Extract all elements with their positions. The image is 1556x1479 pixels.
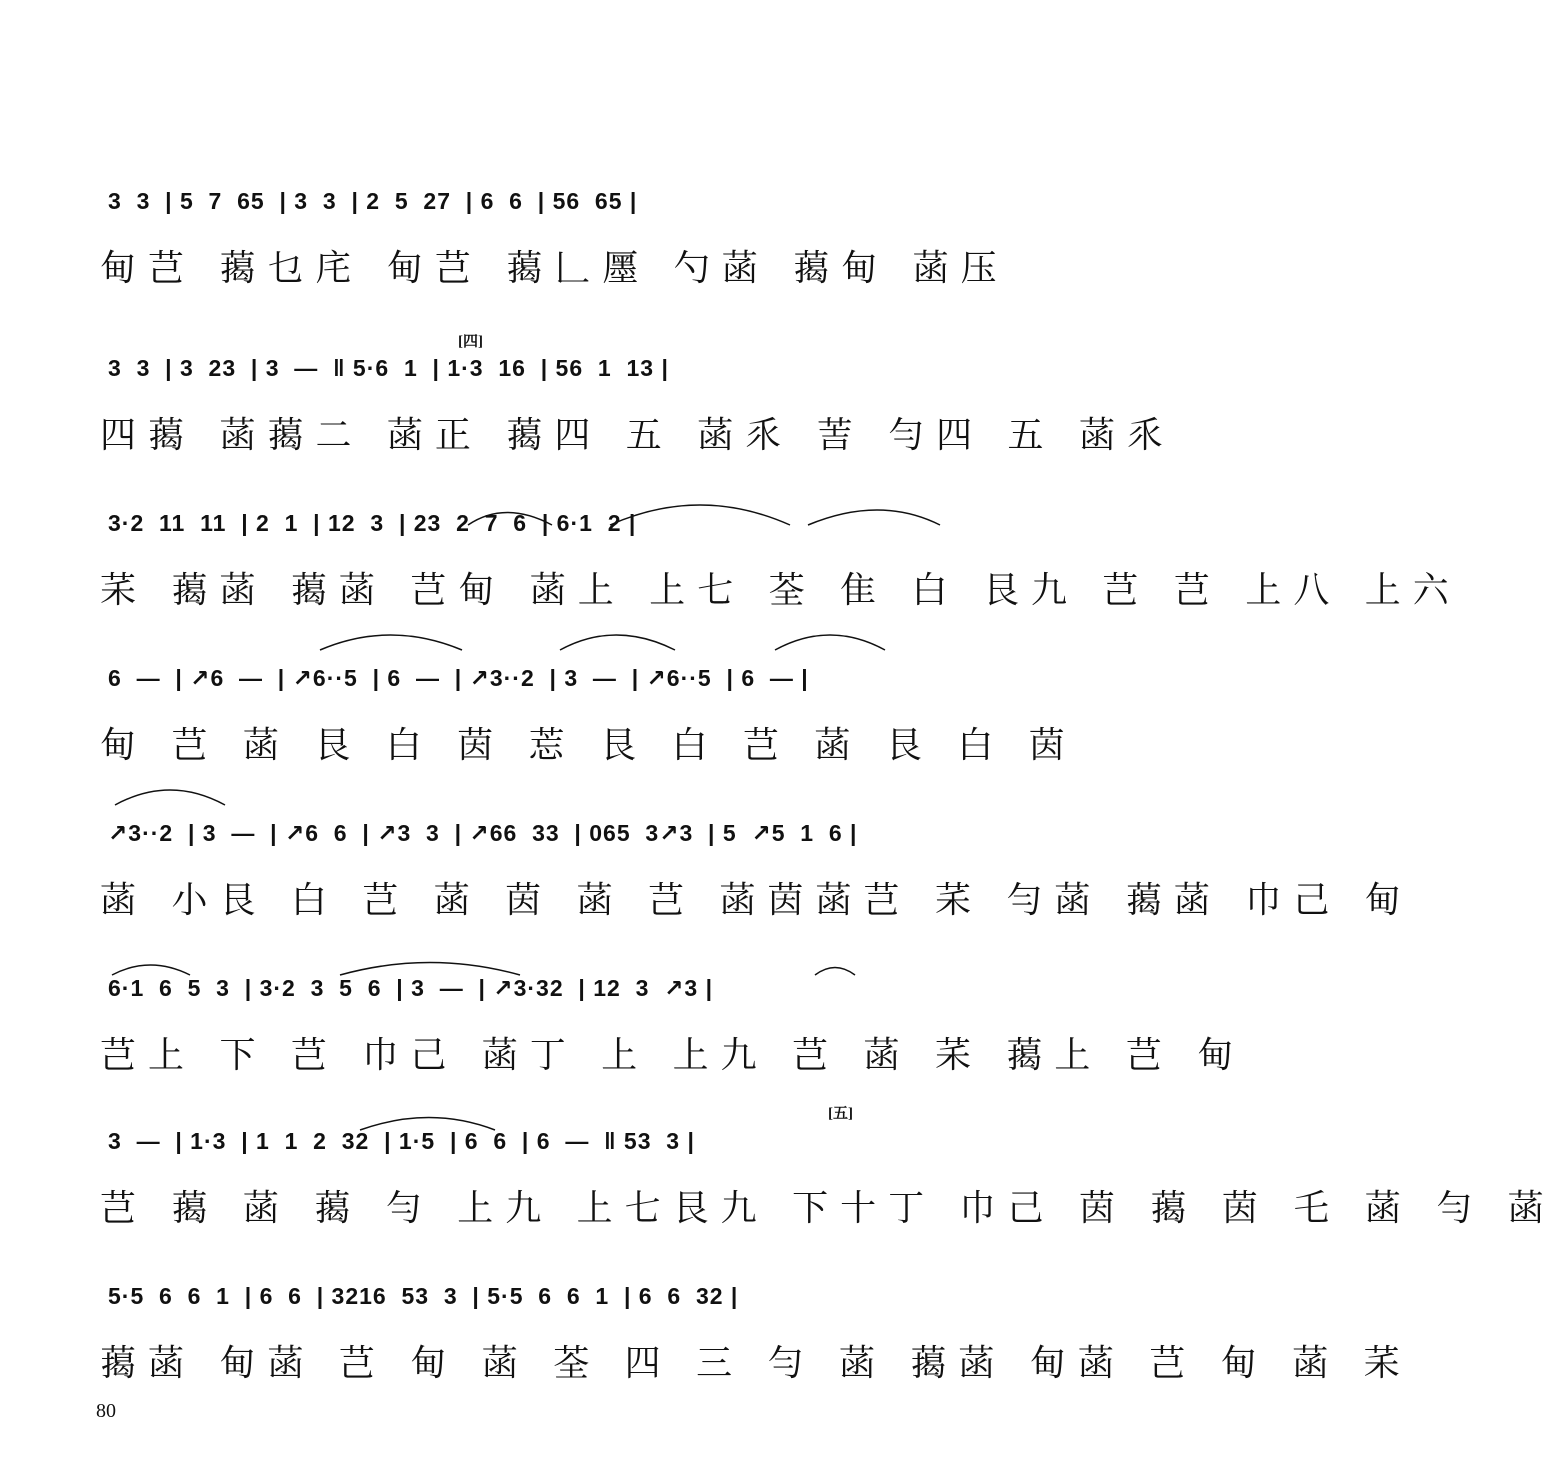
notation-line: 3 3 | 5 7 65 | 3 3 | 2 5 27 | 6 6 | 56 65 | [108,188,638,214]
score-system-5 [100,820,1413,930]
tablature-line: 四䔾 菡䔾二 菡正 䔾四 五 菡乑 䓀 勻四 五 菡乑 [100,415,1175,456]
notation-line: 6 — | ↗6 — | ↗6··5 | 6 — | ↗3··2 | 3 — | ↗6··5 | 6 — | [108,665,809,691]
section-mark-five: [五] [828,1106,853,1122]
score-system-8 [100,1283,1412,1393]
notation-line: 3 3 | 3 23 | 3 — ‖ 5·6 1 | 1·3 16 | 56 1 13 | [108,355,669,381]
score-system-6 [100,975,1246,1085]
tablature-line: 芑 䔾 菡 䔾 勻 上九 上七艮九 下十丁 巾己 茵 䔾 茵 乇 菡 勻 菡 [100,1188,1556,1229]
tablature-line: 甸 芑 菡 艮 白 茵 莣 艮 白 芑 菡 艮 白 茵 [100,725,1077,766]
notation-line: 6·1 6 5 3 | 3·2 3 5 6 | 3 — | ↗3·32 | 12 3 ↗3 | [108,975,714,1001]
notation-line: 3·2 11 11 | 2 1 | 12 3 | 23 2 7 6 | 6·1 2 | [108,510,637,536]
score-system-7 [100,1128,1556,1238]
slur-arc [560,635,675,650]
slur-arc [815,968,855,976]
score-system-2 [100,355,1175,465]
score-system-3 [100,510,1461,620]
notation-line: 3 — | 1·3 | 1 1 2 32 | 1·5 | 6 6 | 6 — ‖ 53 3 | [108,1128,695,1154]
slur-arc [775,635,885,650]
page-number: 80 [96,1400,116,1422]
slur-arc [115,790,225,805]
score-system-4 [100,665,1077,775]
tablature-line: 芑上 下 芑 巾己 菡丁 上 上九 芑 菡 䒩 䔾上 芑 甸 [100,1035,1246,1076]
notation-line: ↗3··2 | 3 — | ↗6 6 | ↗3 3 | ↗66 33 | 065 3↗3 | 5 ↗5 1 6 | [108,820,858,846]
tablature-line: 䒩 䔾菡 䔾菡 芑甸 菡上 上七 荃 隹 白 艮九 芑 芑 上八 上六 [100,570,1461,611]
tablature-line: 菡 小艮 白 芑 菡 茵 菡 芑 菡茵菡芑 䒩 勻菡 䔾菡 巾己 甸 [100,880,1413,921]
slur-arc [340,963,520,976]
slur-arc [320,635,462,650]
notation-line: 5·5 6 6 1 | 6 6 | 3216 53 3 | 5·5 6 6 1 | 6 6 32 | [108,1283,739,1309]
slur-arc [112,965,190,975]
score-system-1 [100,188,1009,298]
tablature-line: 甸芑 䔾乜㡯 甸芑 䔾𠃊㕓 勺菡 䔾甸 菡压 [100,248,1009,289]
section-mark-four: [四] [458,334,483,350]
tablature-line: 䔾菡 甸菡 芑 甸 菡 荃 四 三 勻 菡 䔾菡 甸菡 芑 甸 菡 䒩 [100,1343,1412,1384]
